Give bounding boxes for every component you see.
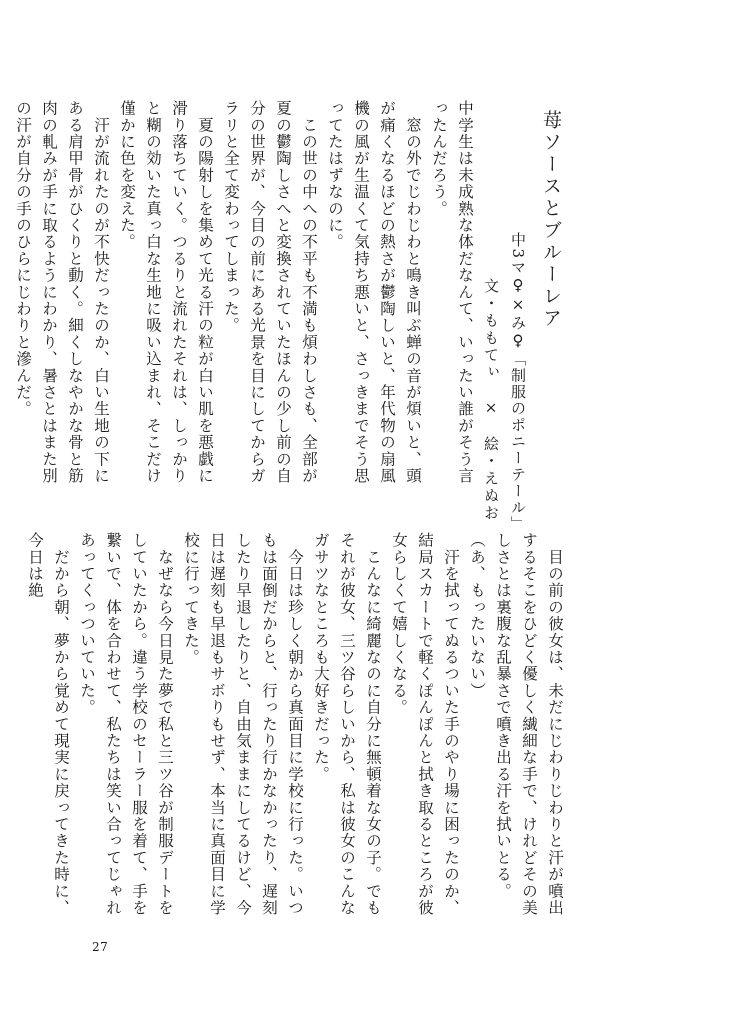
body-text-upper: 中学生は未成熟な体だなんて、いったい誰がそう言ったんだろう。 窓の外でじわじわと鳴き叫ぶ蝉の音が煩いと、頭が痛くなるほどの熱さが鬱陶しいと、年代物の扇風機の風が生温くて気持ち悪いと、さっきまでそう思ってたはずなのに。 この世の中への不平も不満も煩わしさも、全部が夏の鬱陶しさへと変換されていたほんの少し前の自分の世界が、今目の前にある光景を目にしてからガラリと全て変わってしまった。 夏の陽射しを集めて光る汗の粒が白い肌を悪戯に滑り落ちていく。つるりと流れたそれは、しっかりと糊の効いた真っ白な生地に吸い込まれ、そこだけ僅かに色を変えた。 汗が流れたのが不快だったのか、白い生地の下にある肩甲骨がひくりと動く。細くしなやかな骨と筋肉の軋みが手に取るようにわかり、暑さとはまた別の汗が自分の手のひらにじわりと滲んだ。 <box>14 100 474 485</box>
page-number: 27 <box>92 940 109 954</box>
story-credits: 文・ももてぃ × 絵・えぬお <box>482 278 500 522</box>
body-text-lower: 目の前の彼女は、未だにじわりじわりと汗が噴出するそこをひどく優しく繊細な手で、けれどその美しさとは裏腹な乱暴さで噴き出る汗を拭いとる。 （あ、もったいない） 汗を拭ってぬるついた手のやり場に困ったのか、結局スカートで軽くぽんぽんと拭き取るところが彼女らしくて嬉しくなる。 こんなに綺麗なのに自分に無頓着な女の子。でもそれが彼女、三ツ谷らしいから、私は彼女のこんなガサツなところも大好きだった。 今日は珍しく朝から真面目に学校に行った。いつもは面倒だからと、行ったり行かなかったり、遅刻したり早退したりと、自由気ままにしてるけど、今日は遅刻も早退もサボりもせず、本当に真面目に学校に行ってきた。 なぜなら今日見た夢で私と三ツ谷が制服デートをしていたから。違う学校のセーラー服を着て、手を繋いで、体を合わせて、私たちは笑い合ってじゃれあってくっついていた。 だから朝、夢から覚めて現実に戻ってきた時に、今日は絶 <box>26 532 564 917</box>
story-title: 苺ソースとブルーレア <box>540 110 562 330</box>
story-subtitle: 中3マ♀×み♀「制服のポニーテール」 <box>509 232 527 533</box>
